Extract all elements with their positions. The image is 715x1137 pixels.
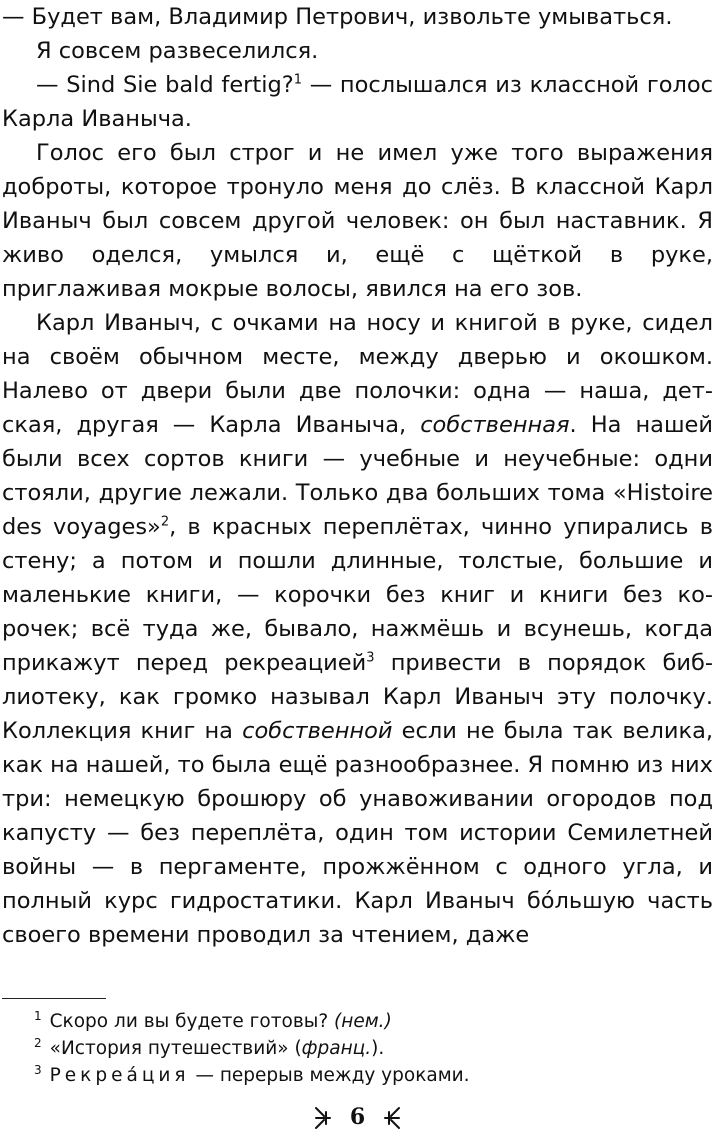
paragraph: [2, 0, 713, 34]
footnote-number: 3: [34, 1062, 42, 1077]
text-run: Карл Иваныч, с очками на носу и книгой в руке, сидел на своём обычном месте, между дверью и окошком. Налево от двери были две полочки: одна — наша, детская, другая — Карла Иваныча,: [2, 310, 713, 438]
footnote-ref: 3: [366, 650, 375, 666]
footnote-ref: 2: [160, 514, 170, 530]
text-run: если не была так велика, как на нашей, то была ещё разнообразнее. Я помню из них три: немецкую брошюру об унавоживании огородов под капусту — без переплёта, один том истории Семилетней войны — в пергаменте, прожжённом с одного угла, и полный курс гидростатики. Карл Иваныч бóльшую часть своего времени проводил за чтением, даже: [2, 718, 714, 948]
text-run: «История путешествий» (: [49, 1038, 302, 1059]
text-run: ).: [371, 1038, 385, 1059]
italic-text: франц.: [301, 1038, 372, 1059]
footnote: [34, 1035, 694, 1062]
footnotes: [34, 1008, 694, 1089]
footnote: [34, 1062, 694, 1089]
footnote-number: 2: [34, 1035, 42, 1050]
fleuron-icon: [314, 1106, 332, 1130]
footnote: [34, 1008, 694, 1035]
text-run: Голос его был строг и не имел уже того выражения доброты, которое тронуло меня до слёз. В классной Карл Иваныч был совсем другой человек: он был наставник. Я живо оделся, умылся и, ещё с щёткой в руке, приглаживая мокрые волосы, явился на его зов.: [2, 140, 713, 302]
page-footer: [0, 1104, 715, 1130]
paragraph: [2, 34, 713, 68]
text-run: . На нашей были всех сортов книги — учебные и неучебные: одни стояли, другие лежали. Только два больших тома «Histoire des voyages»: [2, 412, 714, 540]
text-run: — Sind Sie bald fertig?: [36, 72, 294, 98]
italic-text: собственной: [242, 718, 393, 744]
page-number: 6: [349, 1104, 366, 1130]
text-run: — послышался из классной голос Карла Иваныча.: [2, 72, 713, 132]
text-run: Я совсем развеселился.: [36, 38, 319, 64]
text-run: — перерыв между уроками.: [189, 1065, 470, 1086]
footnote-separator: [2, 998, 106, 999]
italic-text: собственная: [420, 412, 570, 438]
paragraph: [2, 68, 713, 136]
text-run: Скоро ли вы будете готовы?: [49, 1011, 335, 1032]
main-text: [2, 0, 713, 952]
footnote-number: 1: [34, 1008, 42, 1023]
footnote-ref: 1: [293, 72, 302, 88]
paragraph: [2, 136, 713, 306]
paragraph: [2, 306, 713, 952]
text-run: привести в порядок библиотеку, как громко называл Карл Иваныч эту полочку. Коллекция книг на: [2, 650, 713, 744]
fleuron-icon: [383, 1106, 401, 1130]
text-run: , в красных переплётах, чинно упирались в стену; а потом и пошли длинные, толстые, большие и маленькие книги, — корочки без книг и книги без корочек; всё туда же, бывало, нажмёшь и всунешь, когда прикажут перед рекреацией: [2, 514, 713, 676]
italic-text: (нем.): [334, 1011, 392, 1032]
spaced-term: Рекреáция: [49, 1065, 190, 1086]
text-run: — Будет вам, Владимир Петрович, извольте умываться.: [2, 4, 673, 30]
